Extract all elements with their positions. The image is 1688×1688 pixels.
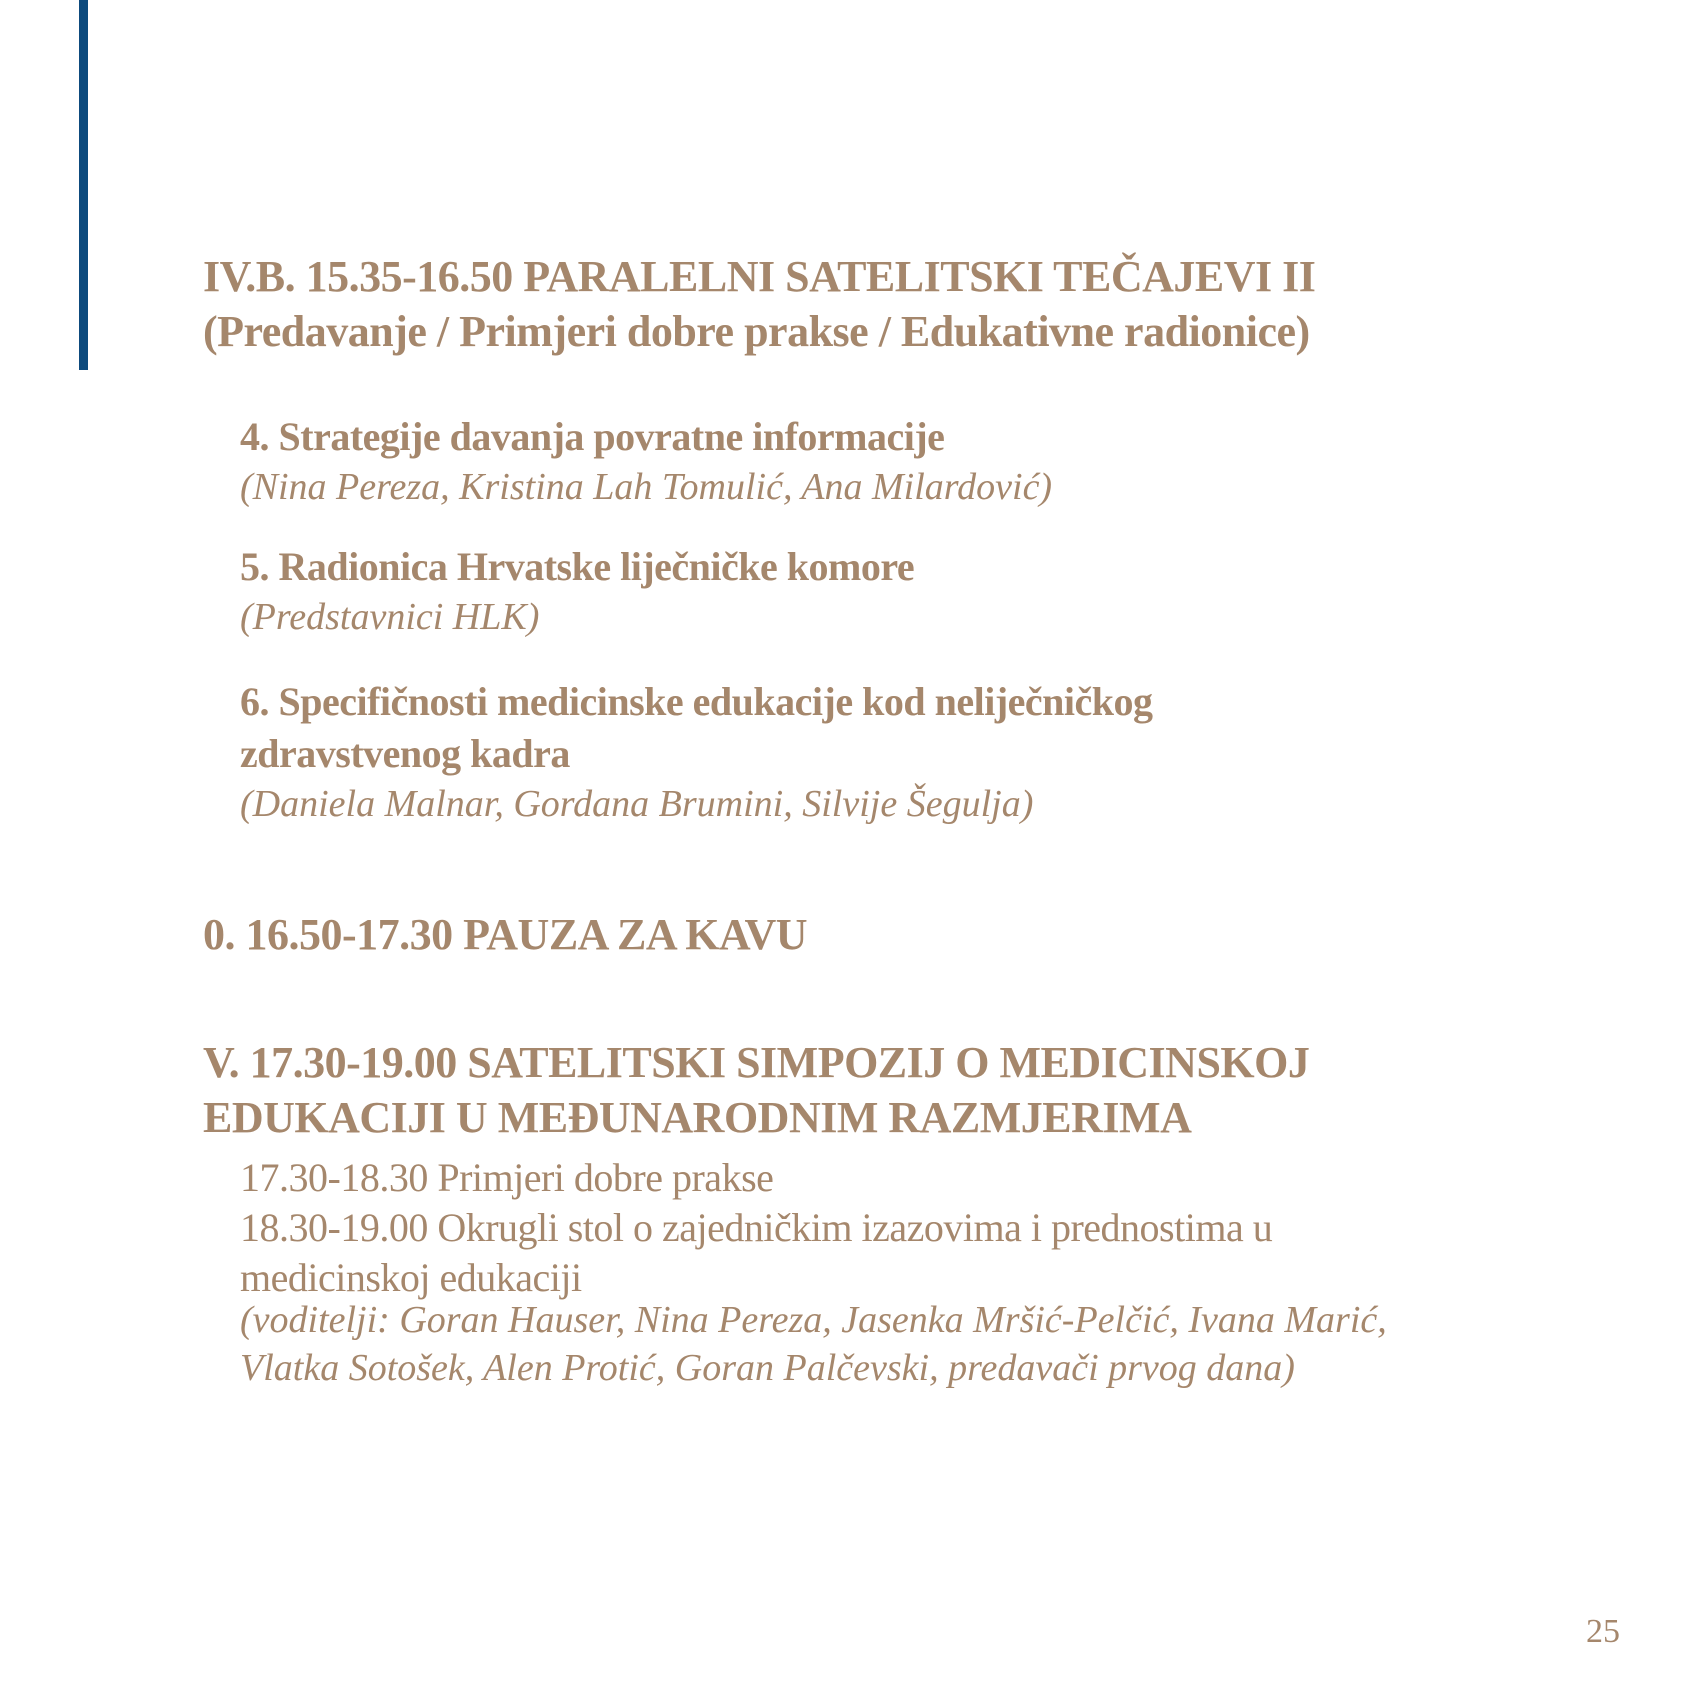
section-v-heading [203, 1035, 1309, 1145]
session-item-6 [240, 676, 1153, 828]
schedule-line: 17.30-18.30 Primjeri dobre prakse [240, 1155, 774, 1200]
section-heading-line: V. 17.30-19.00 SATELITSKI SIMPOZIJ O MEDICINSKOJ [203, 1038, 1310, 1087]
session-item-title: 5. Radionica Hrvatske liječničke komore [240, 544, 915, 589]
section-heading-line: 0. 16.50-17.30 PAUZA ZA KAVU [203, 910, 808, 959]
section-heading-line: IV.B. 15.35-16.50 PARALELNI SATELITSKI TEČAJEVI II [203, 252, 1316, 301]
session-item-5 [240, 541, 914, 641]
section-v-moderators [240, 1296, 1387, 1392]
accent-bar [79, 0, 88, 370]
schedule-line: medicinskoj edukaciji [240, 1255, 582, 1300]
session-item-title: 6. Specifičnosti medicinske edukacije kod neliječničkog [240, 679, 1153, 724]
moderators-line: (voditelji: Goran Hauser, Nina Pereza, Jasenka Mršić-Pelčić, Ivana Marić, [240, 1299, 1387, 1341]
page-number: 25 [1586, 1613, 1620, 1650]
section-break-heading [203, 907, 807, 962]
session-item-4 [240, 411, 1052, 511]
section-heading-line: (Predavanje / Primjeri dobre prakse / Edukativne radionice) [203, 307, 1310, 356]
session-speakers: (Predstavnici HLK) [240, 596, 540, 638]
section-heading-line: EDUKACIJI U MEĐUNARODNIM RAZMJERIMA [203, 1093, 1192, 1142]
session-speakers: (Daniela Malnar, Gordana Brumini, Silvije Šegulja) [240, 783, 1034, 825]
section-ivb-heading [203, 249, 1315, 359]
session-item-title: 4. Strategije davanja povratne informacije [240, 414, 945, 459]
session-speakers: (Nina Pereza, Kristina Lah Tomulić, Ana Milardović) [240, 466, 1053, 508]
section-v-schedule [240, 1153, 1272, 1303]
moderators-line: Vlatka Sotošek, Alen Protić, Goran Palčevski, predavači prvog dana) [240, 1347, 1295, 1389]
schedule-line: 18.30-19.00 Okrugli stol o zajedničkim izazovima i prednostima u [240, 1205, 1273, 1250]
session-item-title: zdravstvenog kadra [240, 731, 570, 776]
